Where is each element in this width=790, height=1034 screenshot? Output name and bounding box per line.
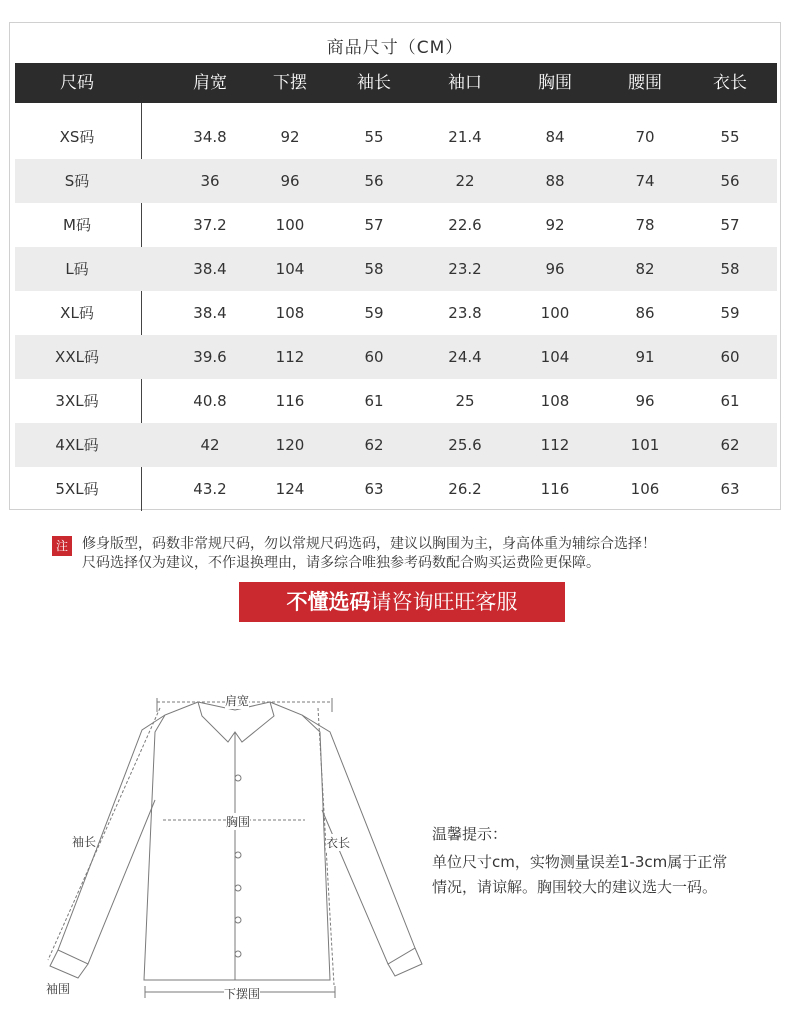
cell: 96 bbox=[280, 172, 300, 190]
cell: 42 bbox=[200, 436, 220, 454]
header-size: 尺码 bbox=[60, 73, 94, 93]
cell: 25.6 bbox=[448, 436, 482, 454]
note-line-2: 尺码选择仅为建议，不作退换理由，请多综合唯独参考码数配合购买运费险更保障。 bbox=[82, 555, 600, 571]
table-row bbox=[15, 335, 777, 379]
cell: 108 bbox=[540, 392, 570, 410]
cell: 101 bbox=[630, 436, 660, 454]
cell: 60 bbox=[364, 348, 384, 366]
cell: XL码 bbox=[60, 304, 94, 322]
cell: 84 bbox=[545, 128, 565, 146]
cell: 4XL码 bbox=[55, 436, 99, 454]
cell: 55 bbox=[720, 128, 740, 146]
note-badge: 注 bbox=[52, 536, 72, 556]
cell: 74 bbox=[635, 172, 655, 190]
cell: 116 bbox=[540, 480, 570, 498]
cell: 70 bbox=[635, 128, 655, 146]
cell: 5XL码 bbox=[55, 480, 99, 498]
cell: 23.8 bbox=[448, 304, 482, 322]
table-row bbox=[15, 423, 777, 467]
cell: 58 bbox=[720, 260, 740, 278]
cell: 57 bbox=[720, 216, 740, 234]
cell: 100 bbox=[275, 216, 305, 234]
cell: 25 bbox=[455, 392, 475, 410]
cell: 38.4 bbox=[193, 304, 227, 322]
cell: 63 bbox=[364, 480, 384, 498]
cell: 112 bbox=[540, 436, 570, 454]
label-chest: 胸围 bbox=[226, 815, 251, 829]
cell: 92 bbox=[280, 128, 300, 146]
cell: 91 bbox=[635, 348, 655, 366]
cell: M码 bbox=[63, 216, 91, 234]
cell: 82 bbox=[635, 260, 655, 278]
cell: 43.2 bbox=[193, 480, 227, 498]
cell: 26.2 bbox=[448, 480, 482, 498]
cell: 23.2 bbox=[448, 260, 482, 278]
cell: 78 bbox=[635, 216, 655, 234]
cell: 104 bbox=[540, 348, 570, 366]
cell: 100 bbox=[540, 304, 570, 322]
cell: XS码 bbox=[59, 128, 95, 146]
header-cuff: 袖口 bbox=[448, 73, 482, 93]
cell: XXL码 bbox=[55, 348, 99, 366]
cell: 92 bbox=[545, 216, 565, 234]
customer-service-banner[interactable] bbox=[239, 582, 565, 622]
table-row bbox=[15, 159, 777, 203]
cell: 86 bbox=[635, 304, 655, 322]
header-length: 衣长 bbox=[713, 73, 747, 93]
table-row bbox=[15, 291, 777, 335]
cell: L码 bbox=[65, 260, 89, 278]
cell: 108 bbox=[275, 304, 305, 322]
table-header bbox=[15, 63, 777, 103]
tips-title: 温馨提示： bbox=[432, 825, 508, 843]
cell: 104 bbox=[275, 260, 305, 278]
cell: 116 bbox=[275, 392, 305, 410]
tips-line-1: 单位尺寸cm，实物测量误差1-3cm属于正常 bbox=[432, 853, 728, 871]
cell: 62 bbox=[364, 436, 384, 454]
header-shoulder: 肩宽 bbox=[193, 73, 227, 93]
header-sleeve-length: 袖长 bbox=[357, 73, 391, 93]
cell: 34.8 bbox=[193, 128, 227, 146]
label-cuff: 袖围 bbox=[46, 982, 71, 996]
cell: 40.8 bbox=[193, 392, 227, 410]
note-line-1: 修身版型，码数非常规尺码，勿以常规尺码选码，建议以胸围为主，身高体重为辅综合选择！ bbox=[82, 536, 656, 552]
cell: 63 bbox=[720, 480, 740, 498]
cell: 56 bbox=[720, 172, 740, 190]
cell: 59 bbox=[364, 304, 384, 322]
cell: 59 bbox=[720, 304, 740, 322]
label-body-length: 衣长 bbox=[326, 836, 351, 850]
label-hem: 下摆围 bbox=[224, 987, 261, 1001]
header-chest: 胸围 bbox=[538, 73, 572, 93]
table-row bbox=[15, 115, 777, 159]
cell: 96 bbox=[545, 260, 565, 278]
cell: 37.2 bbox=[193, 216, 227, 234]
cell: 61 bbox=[720, 392, 740, 410]
table-row bbox=[15, 247, 777, 291]
table-row bbox=[15, 467, 777, 511]
label-sleeve-length: 袖长 bbox=[72, 835, 97, 849]
cell: 120 bbox=[275, 436, 305, 454]
cell: 21.4 bbox=[448, 128, 482, 146]
banner-text: 请咨询旺旺客服 bbox=[370, 590, 518, 614]
cell: 60 bbox=[720, 348, 740, 366]
cell: 24.4 bbox=[448, 348, 482, 366]
tips-line-2: 情况，请谅解。胸围较大的建议选大一码。 bbox=[432, 878, 718, 896]
label-shoulder: 肩宽 bbox=[225, 694, 250, 708]
cell: 36 bbox=[200, 172, 220, 190]
cell: 112 bbox=[275, 348, 305, 366]
cell: 124 bbox=[275, 480, 305, 498]
cell: 3XL码 bbox=[55, 392, 99, 410]
header-hem: 下摆 bbox=[273, 73, 307, 93]
cell: 22 bbox=[455, 172, 475, 190]
cell: 56 bbox=[364, 172, 384, 190]
cell: 55 bbox=[364, 128, 384, 146]
cell: 38.4 bbox=[193, 260, 227, 278]
cell: 88 bbox=[545, 172, 565, 190]
cell: 57 bbox=[364, 216, 384, 234]
cell: S码 bbox=[64, 172, 90, 190]
cell: 58 bbox=[364, 260, 384, 278]
table-title: 商品尺寸（CM） bbox=[326, 38, 464, 58]
banner-bold-text: 不懂选码 bbox=[286, 590, 371, 614]
header-waist: 腰围 bbox=[628, 73, 662, 93]
cell: 96 bbox=[635, 392, 655, 410]
table-row bbox=[15, 379, 777, 423]
table-row bbox=[15, 203, 777, 247]
table-body bbox=[15, 115, 777, 511]
cell: 39.6 bbox=[193, 348, 227, 366]
cell: 106 bbox=[630, 480, 660, 498]
cell: 62 bbox=[720, 436, 740, 454]
size-table bbox=[9, 22, 781, 510]
shirt-measurement-diagram bbox=[30, 680, 430, 1010]
cell: 61 bbox=[364, 392, 384, 410]
cell: 22.6 bbox=[448, 216, 482, 234]
